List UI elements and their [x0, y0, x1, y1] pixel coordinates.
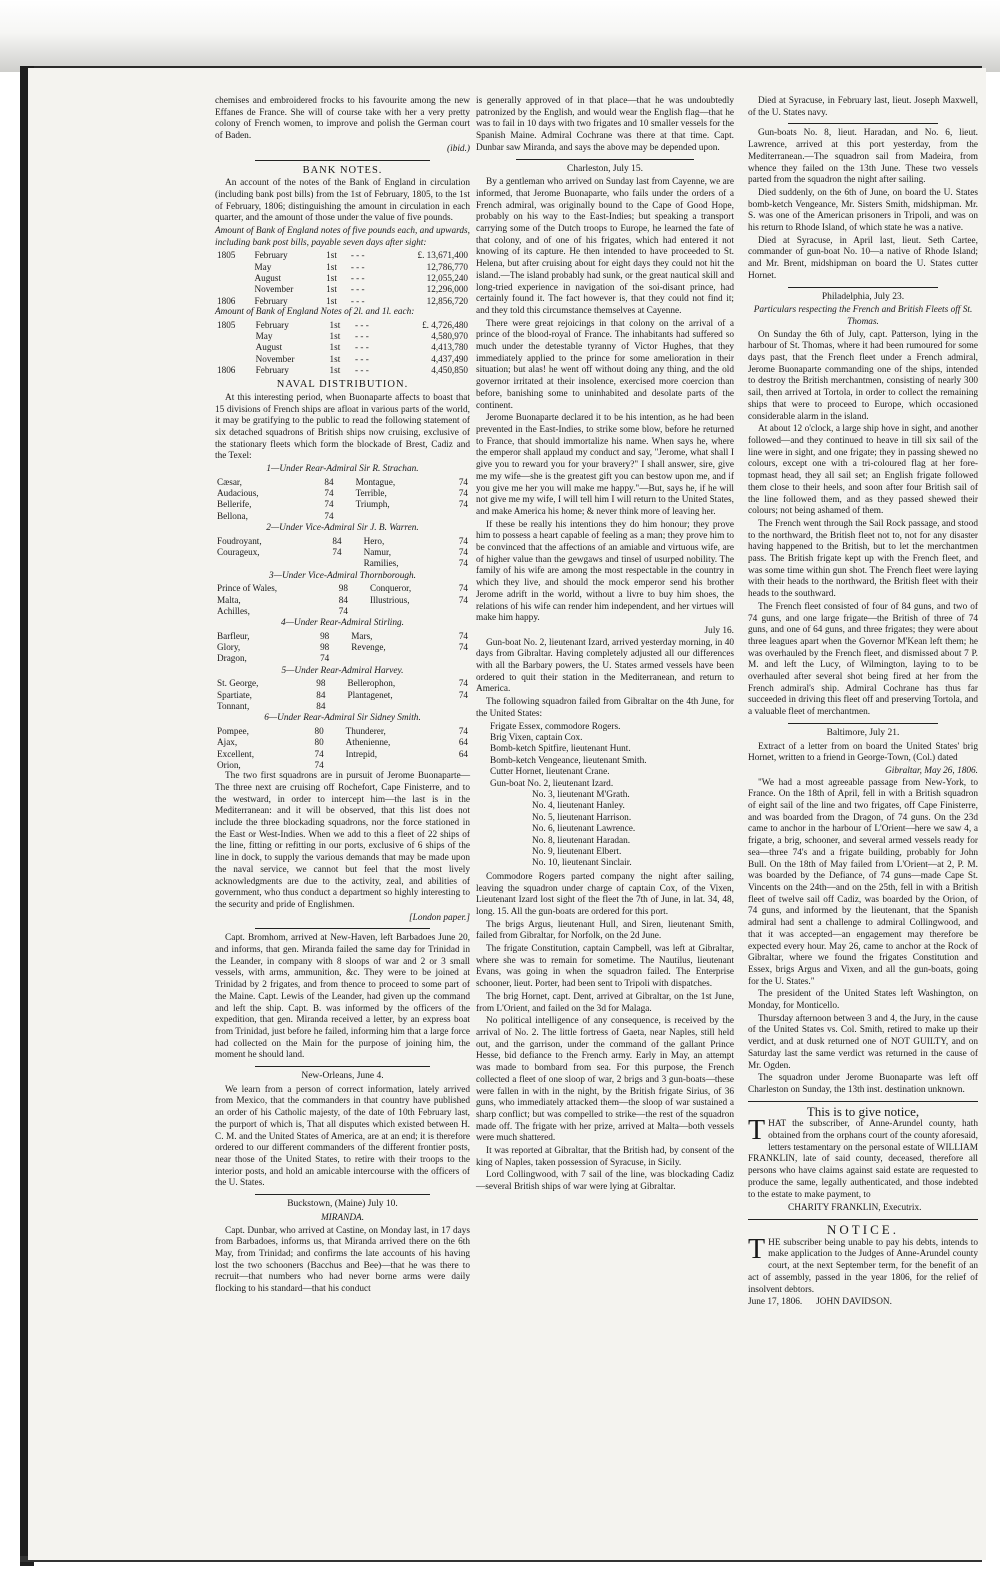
table-row: 1805 February 1st - - - £. 13,671,400: [217, 250, 468, 261]
list-item: Bomb-ketch Spitfire, lieutenant Hunt.: [490, 744, 631, 755]
column-2: [476, 96, 734, 1195]
table-row: November 1st - - - 4,437,490: [255, 353, 468, 364]
july16-paragraph: Gun-boat No. 2, lieutenant Izard, arrived yesterday morning, in 40 days from Gibraltar. Having completely adjusted all our differences with all the Barbary powers, the U. States armed vessels have been ordered to quit their station in the Mediterranean, and return to America.: [476, 637, 734, 695]
died-paragraph: Died at Syracuse, in April last, lieut. Seth Cartee, commander of gun-boat No. 10—a native of Rhode Island; and Mr. Brent, midshipman on board the U. States cutter Hornet.: [748, 235, 978, 281]
table-row: Pompee, 80 Thunderer, 74: [217, 726, 468, 736]
list-item: Cutter Hornet, lieutenant Crane.: [490, 767, 610, 778]
divider: [748, 1101, 978, 1102]
baltimore-paragraph: The president of the United States left Washington, on Monday, for Monticello.: [748, 989, 978, 1012]
bank-notes-intro: An account of the notes of the Bank of England in circulation (including bank post bills) from the 1st of February, 1805, to the 1st of February, 1806; distinguishing the amount in circulation in each quarter, and the amount of those under the value of five pounds.: [215, 178, 470, 224]
philadelphia-dateline: Philadelphia, July 23.: [821, 291, 905, 302]
squadron-table: [215, 631, 470, 665]
table-row: Dragon, 74: [217, 653, 330, 664]
baltimore-intro: Extract of a letter from on board the United States' brig Hornet, written to a friend in George-Town, (Col.) dated: [748, 741, 978, 764]
table-row: Malta, 84 Illustrious, 74: [217, 594, 468, 605]
baltimore-paragraph: Thursday afternoon between 3 and 4, the Jury, in the cause of the United States vs. Col. Smith, retired to make up their verdict, and at dusk returned one of NOT GUILTY, and on Saturday last the same verdict was returned in the cause of Mr. Ogden.: [748, 1013, 978, 1071]
list-item: No. 4, lieutenant Hanley.: [532, 801, 625, 812]
philadelphia-paragraph: At about 12 o'clock, a large ship hove in sight, and another followed—and they continued to heave in till six sail of the line were in sight, and one frigate; they in passing shewed no colours, except one with a tri-coloured flag at her fore-topmast head, they all sail set; an English frigate followed them close to their heels, and soon after four British sail of the line followed them, and as they passed shewed their colours; not being ashamed of them.: [748, 424, 978, 517]
column-1: [215, 96, 470, 1297]
list-item: Gun-boat No. 2, lieutenant Izard.: [490, 778, 614, 789]
table-row: Cæsar, 84 Montague, 74: [217, 476, 468, 487]
squadron-heading: 2—Under Vice-Admiral Sir J. B. Warren.: [266, 522, 419, 533]
table-row: Prince of Wales, 98 Conqueror, 74: [217, 583, 468, 594]
buckstown-dateline: Buckstown, (Maine) July 10.: [287, 1199, 398, 1210]
charleston-paragraph: By a gentleman who arrived on Sunday last from Cayenne, we are informed, that Jerome Buonaparte, who fails under the orders of a French admiral, was originally bound to the Cape of Good Hope, probably on his way to the East-Indies; but speaking a transport carrying some of the Dutch troops to Europe, he learned the fate of that colony, and of one of his frigates, which had entered it not knowing of its capture. He then intended to have proceeded to St. Helena, but after cruising about for eight days they could not hit the island.—The island probably had sunk, or the great nautical skill and long-tried experience in navigation of the soi-disant prince, had certainly found it. The fact however is, that they could not find it; and they told this circumstance themselves at Cayenne.: [476, 177, 734, 316]
philadelphia-paragraph: The French went through the Sail Rock passage, and stood to the northward, the British fleet not to, not for any disaster having happened to the British, but to let the merchantmen pass. The British frigate kept up with the French fleet, and was some time within gun shot. The French fleet were laying with their heads to the northward, the British fleet with their heads to the southward.: [748, 518, 978, 600]
table-row: May 1st - - - 12,786,770: [254, 261, 468, 272]
buckstown-paragraph: Capt. Dunbar, who arrived at Castine, on Monday last, in 17 days from Barbadoes, informs us, that Miranda arrived there on the 6th May, from Trinidad; and confirms the late accounts of his having lost the two schooners (Bacchus and Bee)—that he was there to recruit—that numbers who had never borne arms were daily flocking to his standard—that his conduct: [215, 1225, 470, 1295]
squadron-heading: 5—Under Rear-Admiral Harvey.: [281, 665, 404, 676]
fashion-paragraph: chemises and embroidered frocks to his favourite among the new Effanes de France. She will of course take with her a very pretty colony of French women, to improve and polish the German court of Baden.: [215, 96, 470, 142]
table-row: 1805 February 1st - - - £. 4,726,480: [217, 319, 468, 330]
notice-body: THAT the subscriber, of Anne-Arundel county, hath obtained from the orphans court of the county aforesaid, letters testamentary on the personal estate of WILLIAM FRANKLIN, late of said county, deceased, therefore all persons who have claims against said estate are requested to produce the same, legally authenticated, and those indebted to the estate to make payment, to: [748, 1115, 978, 1200]
squadron-heading: 6—Under Rear-Admiral Sir Sidney Smith.: [264, 713, 421, 724]
table-row: Orion, 74: [217, 759, 324, 770]
philadelphia-paragraph: The French fleet consisted of four of 84 guns, and two of 74 guns, and one large frigate—the British of three of 74 guns, and one of 64 guns, and three frigates; they were about three leagues apart when the Governor M'Kean left them; he was overhauled by the French fleet, and dismissed about 7 P. M. and left the Lucy, of Wilmington, laying to to be overhauled after several shot being fired at her from the French admiral's ship. Admiral Cochrane has thus far succeeded in driving this fleet off and preserving Tortola, and a valuable fleet of merchantmen.: [748, 601, 978, 718]
divider: [255, 928, 430, 929]
table-row: November 1st - - - 12,296,000: [254, 284, 468, 295]
bank-five-heading: Amount of Bank of England notes of five pounds each, and upwards, including bank post bills, payable seven days after sight:: [215, 226, 470, 248]
table-row: Glory, 98 Revenge, 74: [217, 642, 468, 653]
philadelphia-paragraph: On Sunday the 6th of July, capt. Patterson, lying in the harbour of St. Thomas, where it had been rumoured for some days past, that the French fleet under a French admiral, Jerome Buonaparte commanding one of the ships, intended to destroy the British merchantmen, consisting of nearly 300 sail, then arrived at Tortola, in order to collect the remaining ships that were to proceed to Europe, which occasioned considerable alarm in the island.: [748, 329, 978, 422]
baltimore-paragraph: The squadron under Jerome Buonaparte was left off Charleston on Sunday, the 13th inst. destination unknown.: [748, 1073, 978, 1095]
july16-paragraph: The following squadron failed from Gibraltar on the 4th June, for the United States:: [476, 697, 734, 719]
table-row: Spartiate, 84 Plantagenet, 74: [217, 689, 468, 700]
bank-small-table: [215, 320, 470, 376]
july16-paragraph: The brig Hornet, capt. Dent, arrived at Gibraltar, on the 1st June, from L'Orient, and failed on the 3d for Malaga.: [476, 991, 734, 1014]
page-top-margin: [0, 0, 1000, 72]
table-row: Tonnant, 84: [217, 701, 326, 711]
notice-signature: CHARITY FRANKLIN, Executrix.: [788, 1203, 922, 1214]
divider: [255, 1066, 430, 1067]
naval-intro: At this interesting period, when Buonaparte affects to boast that 15 divisions of French ships are afloat in various parts of the world, it may be gratifying to the public to read the following statement of six detached squadrons of British ships now cruising, exclusive of the stationary fleets which form the blockade of Brest, Cadiz and the Texel:: [215, 392, 470, 462]
squadron-table: [215, 726, 470, 771]
died-paragraph: Died suddenly, on the 6th of June, on board the U. States bomb-ketch Vengeance, Mr. Sisters Smith, midshipman. Mr. S. was one of the American prisoners in Tripoli, and was on his return to Rhode Island, of which state he was a native.: [748, 187, 978, 234]
table-row: Audacious, 74 Terrible, 74: [217, 488, 468, 499]
list-item: Frigate Essex, commodore Rogers.: [490, 721, 621, 732]
list-item: No. 9, lieutenant Elbert.: [532, 847, 622, 858]
july16-paragraph: The brigs Argus, lieutenant Hull, and Siren, lieutenant Smith, failed from Gibraltar, for Norfolk, on the 2d June.: [476, 919, 734, 942]
table-row: Excellent, 74 Intrepid, 64: [217, 748, 468, 759]
squadron-table: [215, 536, 470, 570]
bank-small-heading: Amount of Bank of England Notes of 2l. and 1l. each:: [215, 306, 415, 317]
naval-body: The two first squadrons are in pursuit of Jerome Buonaparte—The three next are cruising off Rochefort, Cape Finisterre, and to the westward, in order to intercept him—the last is in the Mediterranean: and it will be observed, that this list does not include the three blockading squadrons, nor the force stationed in the East or West-Indies. When we add to this a fleet of 22 ships of the line, fitting or refitting in our ports, exclusive of 6 ships of the line in dock, to supply the various demands that may be made upon the naval service, we cannot but feel that the most lively acknowledgments are due to the activity, zeal, and abilities of government, who thus conduct a department so highly interesting to the security and pride of Englishmen.: [215, 771, 470, 910]
charleston-paragraph: If these be really his intentions they do him honour; they prove him to possess a heart capable of feeling as a man; they prove him to be convinced that the affections of an amiable and virtuous wife, are of higher value than the gewgaws and tinsel of usurped nobility. The family of his wife are among the most respectable in the country in which they live, and should the mock emperor send his brother Jerome adrift in the world, without a livre to buy him shoes, the relations of his wife can render him independent, and her virtues will make him happy.: [476, 519, 734, 624]
table-row: 1806 February 1st - - - 4,450,850: [217, 364, 468, 375]
squadron-table: [215, 583, 470, 617]
table-row: Courageux, 74 Namur, 74: [217, 546, 468, 557]
bank-notes-title: BANK NOTES.: [302, 164, 383, 176]
baltimore-dateline: Baltimore, July 21.: [826, 727, 900, 738]
buckstown-subhead: MIRANDA.: [320, 1212, 365, 1223]
table-row: August 1st - - - 12,055,240: [254, 273, 468, 284]
july16-dateline: July 16.: [704, 625, 734, 636]
table-row: August 1st - - - 4,413,780: [255, 342, 468, 353]
squadron-list: [490, 722, 734, 870]
list-item: Brig Vixen, captain Cox.: [490, 732, 583, 743]
july16-paragraph: No political intelligence of any consequence, is received by the arrival of No. 2. The little fortress of Gaeta, near Naples, still held out, and the garrison, under the command of the gallant Prince Hesse, bid defiance to the French army. Early in May, an attempt was made to bombard from sea. For this purpose, the French collected a fleet of one sloop of war, 2 brigs and 3 gun-boats—these were fallen in with in the night, by the British frigate Sirius, of 36 guns, who immediately attacked them—the sloop of war sustained a sharp conflict; but was compelled to strike—the rest of the squadron made off. The frigate with her prize, arrived at Malta—both vessels were much shattered.: [476, 1016, 734, 1144]
divider: [255, 160, 430, 161]
dropcap: T: [748, 1233, 766, 1265]
divider: [748, 1219, 978, 1220]
notice-body: THE subscriber being unable to pay his debts, intends to make application to the Judges of Anne-Arundel county court, at the next September term, for the benefit of an act of assembly, passed in the year 1806, for the relief of insolvent debtors.: [748, 1233, 978, 1295]
july16-paragraph: Lord Collingwood, with 7 sail of the line, was blockading Cadiz—several British ships of war were lying at Gibraltar.: [476, 1170, 734, 1193]
charleston-dateline: Charleston, July 15.: [567, 163, 643, 174]
table-row: Bellerife, 74 Triumph, 74: [217, 499, 468, 510]
dropcap: T: [748, 1115, 766, 1147]
miranda-paragraph: Capt. Bromhom, arrived at New-Haven, left Barbadoes June 20, and informs, that gen. Miranda failed the same day for Trinidad in the Leander, in company with 8 sloops of war and 2 or 3 small vessels, with arms, ammunition, &c. They were to be joined at Trinidad by 2 frigates, and from thence to proceed to some part of the Maine. Capt. Lewis of the Leander, had given up the command and left the ship. Capt. B. was informed by the officers of the expedition, that gen. Miranda received a letter, by an express boat from Trinidad, just before he failed, informing him that a large force had collected on the Main for the purpose of joining him, the moment he should land.: [215, 933, 470, 1061]
charleston-paragraph: There were great rejoicings in that colony on the arrival of a prince of the blood-royal of France. The inhabitants had suffered so much under the detestable tyranny of Victor Hughes, that they immediately applied to the prince for some amelioration in their situation; but alas! he went off without doing any thing, and the old governor irritated at their insolence, exercised more coercion than before, banishing some to uninhabited and desolate parts of the continent.: [476, 318, 734, 411]
squadron-table: [215, 477, 470, 522]
table-row: Bellona, 74: [217, 510, 334, 521]
july16-paragraph: It was reported at Gibraltar, that the British had, by consent of the king of Naples, taken possession of Syracuse, in Sicily.: [476, 1146, 734, 1168]
naval-title: NAVAL DISTRIBUTION.: [276, 379, 409, 391]
list-item: No. 10, lieutenant Sinclair.: [532, 858, 632, 869]
philadelphia-subhead: Particulars respecting the French and British Fleets off St. Thomas.: [753, 305, 973, 327]
divider: [788, 723, 938, 724]
squadron-heading: 4—Under Rear-Admiral Stirling.: [281, 618, 404, 629]
squadron-heading: 3—Under Vice-Admiral Thornborough.: [269, 570, 416, 581]
notice-date: June 17, 1806.: [748, 1297, 803, 1308]
july16-paragraph: The frigate Constitution, captain Campbell, was left at Gibraltar, where she was to remain for sometime. The Nautilus, lieutenant Evans, was going in when the squadron failed. The Enterprise schooner, lieut. Porter, had been sent to Tripoli with dispatches.: [476, 944, 734, 990]
column-3: [748, 96, 978, 1309]
list-item: No. 5, lieutenant Harrison.: [532, 812, 632, 823]
table-row: Foudroyant, 84 Hero, 74: [217, 535, 468, 546]
miranda-continued: is generally approved of in that place—that he was undoubtedly patronized by the English, and would wear the English flag—that he was to fail in 10 days with two frigates and 10 smaller vessels for the Spanish Maine. Admiral Cochrane was there at that time. Capt. Dunbar saw Miranda, and says the above may be depended upon.: [476, 96, 734, 153]
notice-title: NOTICE.: [827, 1221, 899, 1237]
notice-signature: JOHN DAVIDSON.: [816, 1297, 892, 1308]
fashion-source: (ibid.): [447, 143, 470, 154]
table-row: Barfleur, 98 Mars, 74: [217, 630, 468, 641]
charleston-paragraph: Jerome Buonaparte declared it to be his intention, as he had been prevented in the East-Indies, to strike some blow, before he returned to France, that should immortalize his name. When says he, where the emperor shall applaud my conduct and say, "Jerome, what shall I give you to reward you for your bravery?" I shall answer, sire, give me my wife—she is the greatest gift you can bestow upon me, and if you give me her you will make me happy."—But, says he, if he will not give me my wife, I will tell him I will return to the United States, and make America his home; & never think more of leaving her.: [476, 413, 734, 517]
died-paragraph: Died at Syracuse, in February last, lieut. Joseph Maxwell, of the U. States navy.: [748, 96, 978, 118]
naval-source: [London paper.]: [409, 912, 470, 923]
neworleans-paragraph: We learn from a person of correct information, lately arrived from Mexico, that the commanders in that country have published an order of his Catholic majesty, of the date of 10th February last, the purport of which is, That all disputes which existed between H. C. M. and the United States of America, are at an end; it is therefore ordered to our different commanders of the different frontier posts, near those of the United States, to retire with their troops to the interior posts, and hold an amicable intercourse with the officers of the U. States.: [215, 1084, 470, 1189]
table-row: Ramilies, 74: [363, 558, 468, 569]
table-row: 1806 February 1st - - - 12,856,720: [217, 295, 468, 306]
list-item: No. 6, lieutenant Lawrence.: [532, 824, 636, 835]
divider: [255, 1194, 430, 1195]
baltimore-dated: Gibraltar, May 26, 1806.: [885, 765, 978, 776]
baltimore-paragraph: "We had a most agreeable passage from New-York, to France. On the 18th of April, fell in with a British squadron of eight sail of the line and two frigates, off Cape Finisterre, and was boarded from the Dragon, of 74 guns. On the 23d came to anchor in the harbour of L'Orient—here we saw 4, a frigate, a brig, schooner, and several armed vessels ready for sea—three 74's and a frigate building, probably for John Bull. On the 18th of May failed from L'Orient—at 2, P. M. was boarded by the Defiance, of 74 guns—made Cape St. Vincents on the 24th—and on the 25th, fell in with a British fleet of twelve sail off Cadiz, was boarded by the Orion, of 74 guns, and informed by the lieutenant, that the Spanish admiral had sent a challenge to admiral Collingwood, and that it was accepted—an engagement may therefore be expected every hour. May 26, came to anchor at the Rock of Gibraltar, where we found the frigates Constitution and Essex, brigs Argus and Vixen, and all the gun-boats, going for the U. States.": [748, 777, 978, 987]
table-row: May 1st - - - 4,580,970: [255, 330, 468, 341]
july16-paragraph: Commodore Rogers parted company the night after sailing, leaving the squadron under charge of captain Cox, of the Vixen, Lieutenant Izard lost sight of the fleet the 7th of June, in lat. 34, 48, long. 15. All the gun-boats are ordered for this port.: [476, 871, 734, 917]
list-item: Bomb-ketch Vengeance, lieutenant Smith.: [490, 755, 647, 766]
table-row: Achilles, 74: [217, 605, 348, 616]
list-item: No. 3, lieutenant M'Grath.: [532, 790, 630, 800]
squadron-table: [215, 678, 470, 712]
divider: [788, 287, 938, 288]
gunboats-paragraph: Gun-boats No. 8, lieut. Haradan, and No. 6, lieut. Lawrence, arrived at this port yesterday, from the Mediterranean.—The squadron sail from Madeira, from whence they failed on the 13th June. These two vessels parted from the squadron the night after sailing.: [748, 128, 978, 186]
bank-five-table: [215, 250, 470, 306]
list-item: No. 8, lieutenant Haradan.: [532, 835, 631, 846]
notice-title: This is to give notice,: [806, 1103, 920, 1119]
table-row: St. George, 98 Bellerophon, 74: [217, 678, 468, 689]
notice-footer: [748, 1297, 978, 1309]
divider: [516, 159, 694, 160]
squadron-heading: 1—Under Rear-Admiral Sir R. Strachan.: [266, 464, 419, 475]
table-row: Ajax, 80 Athenienne, 64: [217, 737, 468, 748]
neworleans-dateline: New-Orleans, June 4.: [301, 1071, 384, 1082]
divider: [788, 123, 938, 124]
